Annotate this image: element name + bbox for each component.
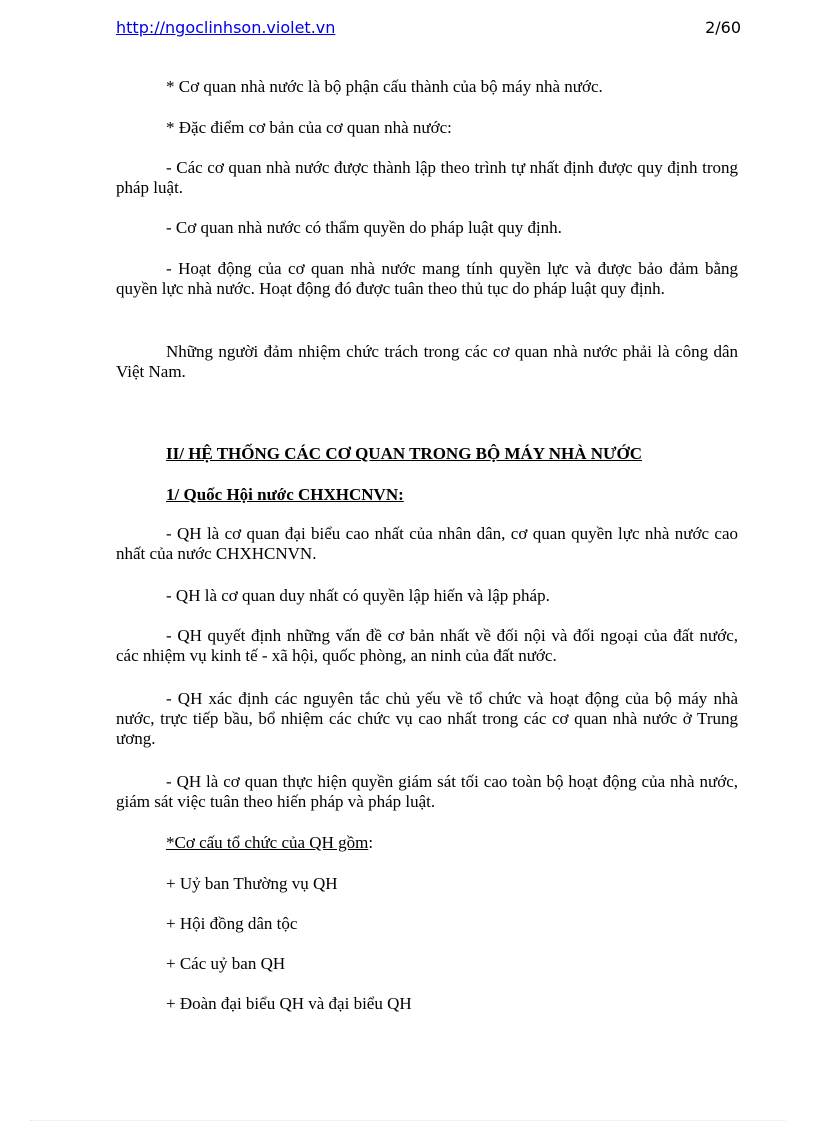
- paragraph-characteristic-established: - Các cơ quan nhà nước được thành lập theo trình tự nhất định được quy định trong pháp luật.: [116, 158, 738, 197]
- paragraph-qh-point: - QH quyết định những vấn đề cơ bản nhất về đối nội và đối ngoại của đất nước, các nhiệm vụ kinh tế - xã hội, quốc phòng, an ninh của đất nước.: [116, 626, 738, 665]
- page-bottom-rule: [30, 1120, 786, 1121]
- structure-item: + Hội đồng dân tộc: [166, 914, 298, 933]
- paragraph-qh-point: - QH là cơ quan đại biểu cao nhất của nhân dân, cơ quan quyền lực nhà nước cao nhất của nước CHXHCNVN.: [116, 524, 738, 563]
- paragraph-qh-point: - QH xác định các nguyên tắc chủ yếu về tổ chức và hoạt động của bộ máy nhà nước, trực tiếp bầu, bổ nhiệm các chức vụ cao nhất trong các cơ quan nhà nước ở Trung ương.: [116, 689, 738, 748]
- paragraph-characteristic-authority: - Cơ quan nhà nước có thẩm quyền do pháp luật quy định.: [166, 218, 562, 237]
- paragraph-characteristics-title: * Đặc điểm cơ bản của cơ quan nhà nước:: [166, 118, 452, 137]
- paragraph-qh-point: - QH là cơ quan duy nhất có quyền lập hiến và lập pháp.: [166, 586, 550, 605]
- page-number: 2/60: [705, 18, 741, 37]
- paragraph-qh-point: - QH là cơ quan thực hiện quyền giám sát tối cao toàn bộ hoạt động của nhà nước, giám sát việc tuân theo hiến pháp và pháp luật.: [116, 772, 738, 811]
- structure-item: + Đoàn đại biểu QH và đại biểu QH: [166, 994, 412, 1013]
- subsection-heading: 1/ Quốc Hội nước CHXHCNVN:: [166, 485, 404, 504]
- structure-title-colon: :: [368, 833, 374, 852]
- site-link[interactable]: http://ngoclinhson.violet.vn: [116, 18, 336, 37]
- section-heading: II/ HỆ THỐNG CÁC CƠ QUAN TRONG BỘ MÁY NHÀ NƯỚC: [166, 444, 643, 463]
- paragraph-state-agency-definition: * Cơ quan nhà nước là bộ phận cấu thành của bộ máy nhà nước.: [166, 77, 603, 96]
- structure-title-line: [116, 833, 738, 853]
- structure-item: + Uỷ ban Thường vụ QH: [166, 874, 338, 893]
- structure-item: + Các uỷ ban QH: [166, 954, 286, 973]
- paragraph-characteristic-power: - Hoạt động của cơ quan nhà nước mang tính quyền lực và được bảo đảm bằng quyền lực nhà nước. Hoạt động đó được tuân theo thủ tục do pháp luật quy định.: [116, 259, 738, 298]
- structure-title: *Cơ cấu tổ chức của QH gồm: [166, 833, 369, 852]
- paragraph-citizens: Những người đảm nhiệm chức trách trong các cơ quan nhà nước phải là công dân Việt Nam.: [116, 342, 738, 381]
